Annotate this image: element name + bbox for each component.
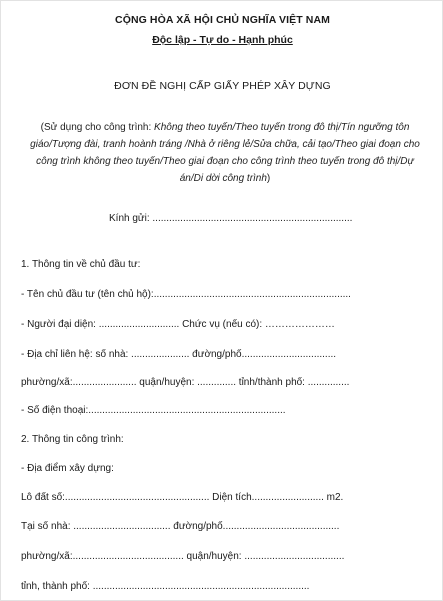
ward-district-line-2: phường/xã:........................................ quận/huyện: .................................... (21, 551, 345, 562)
recipient-line: Kính gửi: ........................................................................ (109, 213, 353, 224)
owner-name-line: - Tên chủ đầu tư (tên chủ hộ):....................................................................... (21, 289, 351, 300)
house-number-line: Tại số nhà: ................................... đường/phố.......................................... (21, 521, 340, 532)
province-line: tỉnh, thành phố: .............................................................................. (21, 581, 310, 592)
form-title: ĐƠN ĐỀ NGHỊ CẤP GIẤY PHÉP XÂY DỰNG (114, 80, 331, 92)
ward-district-line: phường/xã:....................... quận/huyện: .............. tỉnh/thành phố: ............... (21, 377, 350, 388)
motto-text: Độc lập - Tự do - Hạnh phúc (152, 34, 293, 46)
usage-types: Không theo tuyến/Theo tuyến trong đô thị/Tín ngưỡng tôn giáo/Tượng đài, tranh hoành tráng /Nhà ở riêng lẻ/Sửa chữa, cải tạo/Theo giai đoạn cho công trình không theo tuyến/Theo giai đoạn cho công trình theo tuyến trong đô thị/Dự án/Di dời công trình (30, 122, 420, 184)
usage-prefix: (Sử dụng cho công trình: (40, 122, 155, 133)
motto (1, 34, 443, 46)
location-line: - Địa điểm xây dựng: (21, 463, 114, 474)
country-header: CỘNG HÒA XÃ HỘI CHỦ NGHĨA VIỆT NAM (115, 14, 330, 26)
section-2-heading: 2. Thông tin công trình: (21, 434, 124, 445)
representative-line: - Người đại diện: ............................. Chức vụ (nếu có): ………………… (21, 319, 335, 330)
usage-suffix: ) (266, 173, 271, 184)
lot-line: Lô đất số:.................................................... Diện tích.......................... m2. (21, 492, 344, 503)
section-1-heading: 1. Thông tin về chủ đầu tư: (21, 259, 141, 270)
phone-line: - Số điện thoại:....................................................................... (21, 405, 286, 416)
address-line: - Địa chỉ liên hệ: số nhà: ..................... đường/phố.................................. (21, 349, 337, 360)
usage-note (25, 119, 425, 187)
